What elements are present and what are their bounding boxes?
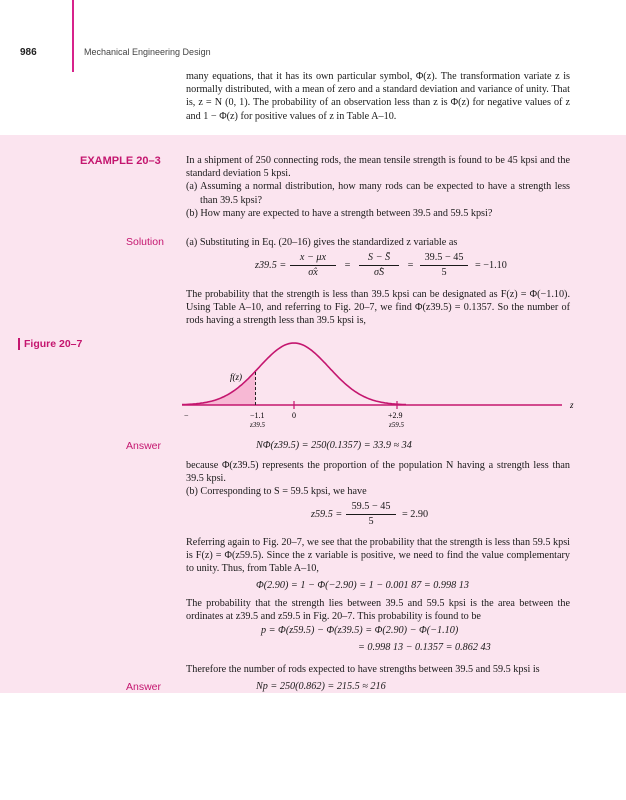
after-answer1 xyxy=(186,459,570,499)
eq4-line2: = 0.998 13 − 0.1357 = 0.862 43 xyxy=(358,642,491,653)
eq1-result: = −1.10 xyxy=(475,260,507,271)
answer2-label: Answer xyxy=(126,681,162,693)
normal-curve-figure xyxy=(170,328,590,428)
example-statement xyxy=(186,154,570,220)
eq1-f1-den: σ̂x xyxy=(308,267,318,278)
curve-label: f(z) xyxy=(230,372,242,382)
solution-line1: (a) Substituting in Eq. (20–16) gives the standardized z variable as xyxy=(186,237,458,248)
example-text: In a shipment of 250 connecting rods, the mean tensile strength is found to be 45 kpsi and the standard deviation 5 kpsi. xyxy=(186,155,570,180)
figure-label: Figure 20–7 xyxy=(24,338,83,350)
eq1-f2-bar xyxy=(359,265,399,266)
eq3: Φ(2.90) = 1 − Φ(−2.90) = 1 − 0.001 87 = 0.998 13 xyxy=(256,580,469,591)
eq2-result: = 2.90 xyxy=(402,509,429,520)
answer2-equation: Np = 250(0.862) = 215.5 ≈ 216 xyxy=(256,681,386,692)
tick-zero: 0 xyxy=(292,411,296,420)
after1-part-b: (b) Corresponding to S = 59.5 kpsi, we have xyxy=(186,486,367,498)
eq1-f3-den: 5 xyxy=(441,267,447,278)
tick-left: −1.1 xyxy=(250,411,265,420)
axis-label: z xyxy=(570,400,574,410)
eq1-eq2: = xyxy=(344,260,351,271)
sub-right: z59.5 xyxy=(389,421,404,428)
intro-paragraph: many equations, that it has its own particular symbol, Φ(z). The transformation variate z is normally distributed, with a mean of zero and a standard deviation and variance of unity. That is, z = N (0, 1). The probability of an observation less than z is Φ(z) for negative values of z and 1 − Φ(z) for positive values of z in Table A–10. xyxy=(186,71,570,122)
eq2-den: 5 xyxy=(368,516,374,527)
header-rule xyxy=(72,0,74,72)
eq2-bar xyxy=(346,514,396,515)
eq4-line1: p = Φ(z59.5) − Φ(z39.5) = Φ(2.90) − Φ(−1.10) xyxy=(261,625,459,636)
example-part-b: (b) How many are expected to have a strength between 39.5 and 59.5 kpsi? xyxy=(186,207,493,219)
eq1-f2-num: S − S̄ xyxy=(367,252,391,263)
answer1-equation: NΦ(z39.5) = 250(0.1357) = 33.9 ≈ 34 xyxy=(256,440,412,451)
para4: Therefore the number of rods expected to have strengths between 39.5 and 59.5 kpsi is xyxy=(186,664,540,675)
eq1-f3-bar xyxy=(420,265,468,266)
tick-right: +2.9 xyxy=(388,411,403,420)
eq1-lhs: z39.5 = xyxy=(255,260,287,271)
eq1-f1-bar xyxy=(290,265,336,266)
para2: Referring again to Fig. 20–7, we see that the probability that the strength is less than 59.5 kpsi is F(z) = Φ(z59.5). Since the z variable is positive, we need to find the value complementary to unity. Thus, from Table A–10, xyxy=(186,537,570,575)
eq1-eq3: = xyxy=(407,260,414,271)
normal-curve xyxy=(182,343,406,405)
page-number: 986 xyxy=(20,47,37,58)
eq1-f2-den: σ̂S xyxy=(373,267,385,278)
after1-para: because Φ(z39.5) represents the proportion of the population N having a strength less than 39.5 kpsi. xyxy=(186,460,570,485)
eq1-f3-num: 39.5 − 45 xyxy=(424,252,464,263)
shaded-tail-area xyxy=(182,371,256,405)
answer1-label: Answer xyxy=(126,440,162,452)
eq1-f1-num: x − μx xyxy=(299,252,327,263)
para3: The probability that the strength lies between 39.5 and 59.5 kpsi is the area between the ordinates at z39.5 and z59.5 in Fig. 20–7. This probability is found to be xyxy=(186,598,570,623)
solution-label: Solution xyxy=(126,236,164,248)
solution-para1: The probability that the strength is less than 39.5 kpsi can be designated as F(z) = Φ(−1.10). Using Table A–10, and referring to Fig. 20–7, we find Φ(z39.5) = 0.1357. So the number of rods having a strength less than 39.5 kpsi is, xyxy=(186,289,570,327)
example-label: EXAMPLE 20–3 xyxy=(80,155,161,167)
book-title: Mechanical Engineering Design xyxy=(84,47,211,57)
figure-marker xyxy=(18,338,20,350)
axis-minus: − xyxy=(184,411,189,420)
eq2-lhs: z59.5 = xyxy=(311,509,343,520)
sub-left: z39.5 xyxy=(250,421,265,428)
example-part-a: (a) Assuming a normal distribution, how many rods can be expected to have a strength less than 39.5 kpsi? xyxy=(186,181,570,206)
eq2-num: 59.5 − 45 xyxy=(351,501,391,512)
